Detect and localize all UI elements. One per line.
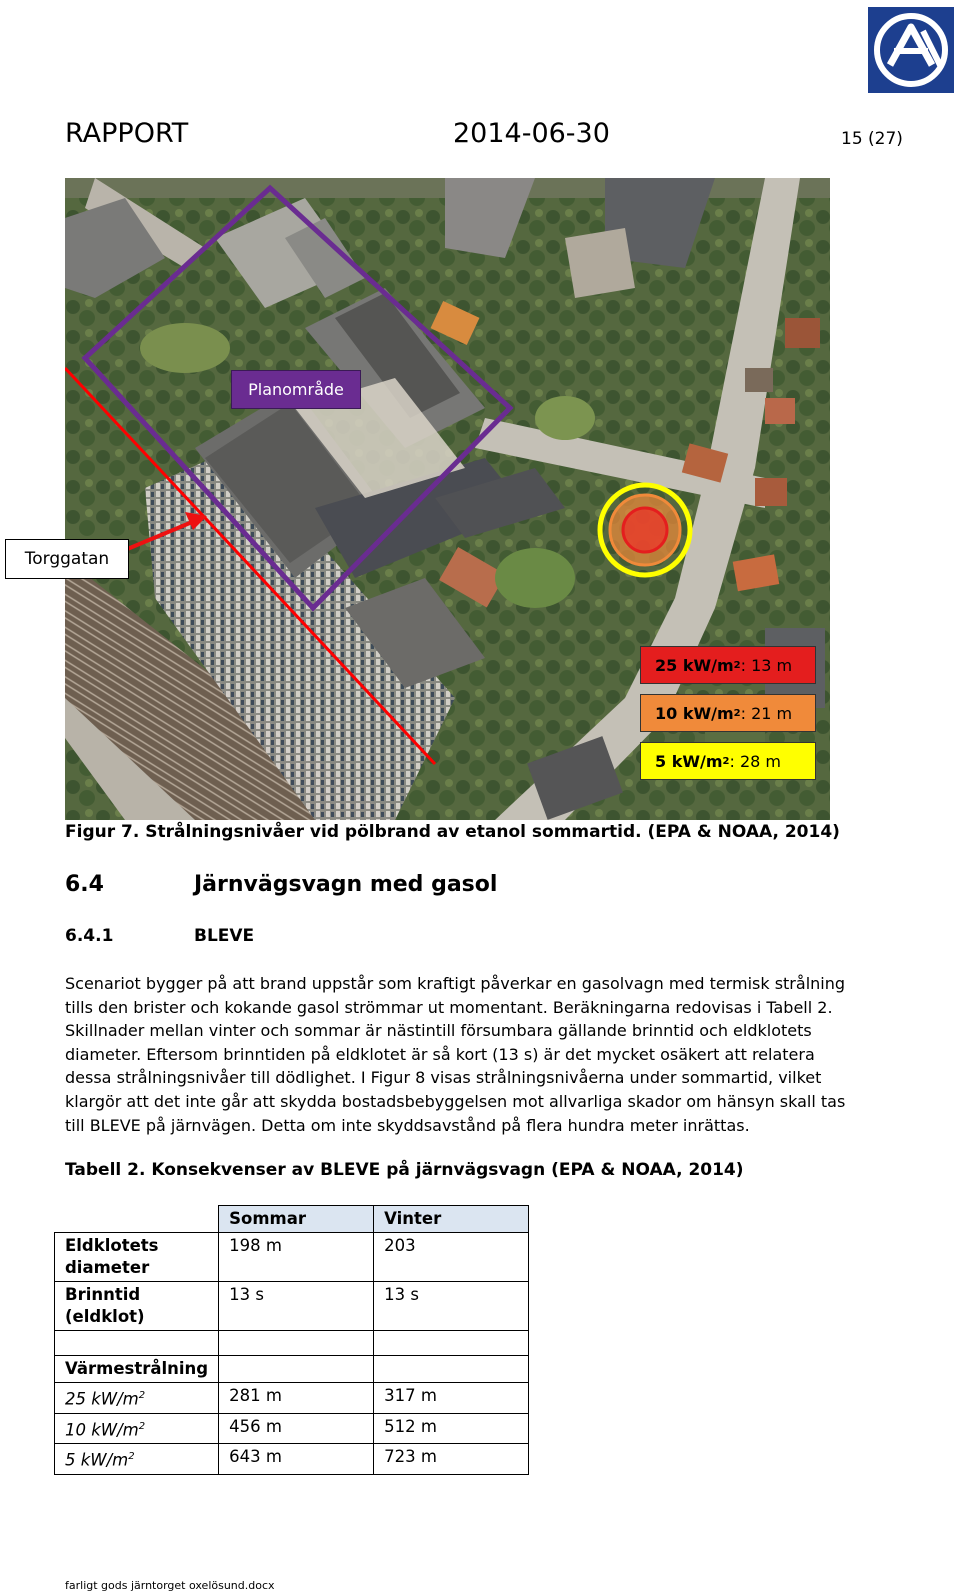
cell-brinntid-vinter: 13 s (374, 1282, 529, 1331)
cell-10kw-sommar: 456 m (219, 1413, 374, 1444)
heat-10kw-sup: 2 (138, 1420, 146, 1432)
consequence-table (54, 1205, 529, 1475)
legend-25kw-sup: 2 (733, 659, 741, 671)
legend-25kw (640, 646, 816, 684)
cell-25kw-sommar: 281 m (219, 1383, 374, 1414)
row-label-10kw (55, 1413, 219, 1444)
row-label-heat: Värmestrålning (55, 1356, 219, 1383)
table-row (55, 1356, 529, 1383)
cell-10kw-vinter: 512 m (374, 1413, 529, 1444)
table-row (55, 1331, 529, 1356)
legend-10kw-unit: 10 kW/m (655, 703, 734, 723)
plan-area-label: Planområde (231, 370, 361, 409)
empty-cell (374, 1356, 529, 1383)
page-number: 15 (27) (841, 129, 903, 149)
paragraph-text: Scenariot bygger på att brand uppstår som kraftigt påverkar en gasolvagn med termisk strålning tills den brister och kokande gasol strömmar ut momentant. Beräkningarna redovisas i Tabell 2. Skillnader mellan vinter och sommar är nästintill försumbara gällande brinntid och eldklotets diameter. Eftersom brinntiden på eldklotet är så kort (13 s) är det mycket osäkert att relatera dessa strålningsnivåer till dödlighet. I Figur 8 visas strålningsnivåerna under sommartid, vilket klargör att det inte går att skydda bostadsbebyggelsen mot allvarliga skador om hänsyn skall tas till BLEVE på järnvägen. Detta om inte skyddsavstånd på flera hundra meter inrättas. (65, 974, 846, 1135)
empty-cell (55, 1331, 219, 1356)
cell-5kw-vinter: 723 m (374, 1444, 529, 1475)
table-caption: Tabell 2. Konsekvenser av BLEVE på järnvägsvagn (EPA & NOAA, 2014) (65, 1160, 744, 1180)
table-header-row (55, 1206, 529, 1233)
legend-25kw-unit: 25 kW/m (655, 655, 734, 675)
heat-5kw-sup: 2 (128, 1451, 135, 1462)
cell-brinntid-sommar: 13 s (219, 1282, 374, 1331)
row-label-diameter: Eldklotets diameter (55, 1233, 219, 1282)
table-row (55, 1282, 529, 1331)
company-logo (868, 7, 954, 93)
table-row (55, 1383, 529, 1414)
legend-10kw (640, 694, 816, 732)
table-corner-cell (55, 1206, 219, 1233)
heat-5kw-unit: 5 kW/m (65, 1450, 129, 1470)
legend-5kw (640, 742, 816, 780)
row-label-25kw (55, 1383, 219, 1414)
col-header-sommar: Sommar (219, 1206, 374, 1233)
figure-caption: Figur 7. Strålningsnivåer vid pölbrand av etanol sommartid. (EPA & NOAA, 2014) (65, 822, 840, 842)
empty-cell (374, 1331, 529, 1356)
table-row (55, 1413, 529, 1444)
footer-filename: farligt gods järntorget oxelösund.docx (65, 1579, 275, 1592)
heat-10kw-unit: 10 kW/m (65, 1420, 139, 1439)
section-title: Järnvägsvagn med gasol (194, 872, 498, 897)
empty-cell (219, 1331, 374, 1356)
report-date: 2014-06-30 (453, 118, 610, 149)
cell-diameter-sommar: 198 m (219, 1233, 374, 1282)
col-header-vinter: Vinter (374, 1206, 529, 1233)
cell-diameter-vinter: 203 (374, 1233, 529, 1282)
heat-25kw-sup: 2 (138, 1390, 146, 1401)
section-number: 6.4 (65, 872, 104, 897)
body-paragraph (65, 972, 855, 1137)
heat-25kw-unit: 25 kW/m (65, 1389, 139, 1409)
legend-10kw-value: : 21 m (740, 703, 793, 723)
table-row (55, 1444, 529, 1475)
empty-cell (219, 1356, 374, 1383)
subsection-title: BLEVE (194, 926, 255, 946)
legend-25kw-value: : 13 m (740, 655, 793, 675)
cell-5kw-sommar: 643 m (219, 1444, 374, 1475)
legend-5kw-value: : 28 m (729, 751, 781, 771)
legend-5kw-sup: 2 (722, 755, 730, 767)
row-label-5kw (55, 1444, 219, 1475)
subsection-number: 6.4.1 (65, 926, 114, 946)
row-label-brinntid: Brinntid (eldklot) (55, 1282, 219, 1331)
table-row (55, 1233, 529, 1282)
legend-5kw-unit: 5 kW/m (655, 751, 723, 771)
street-label-torggatan: Torggatan (5, 539, 129, 579)
legend-10kw-sup: 2 (733, 707, 741, 719)
aerial-map (65, 178, 830, 820)
cell-25kw-vinter: 317 m (374, 1383, 529, 1414)
report-title: RAPPORT (65, 118, 189, 149)
